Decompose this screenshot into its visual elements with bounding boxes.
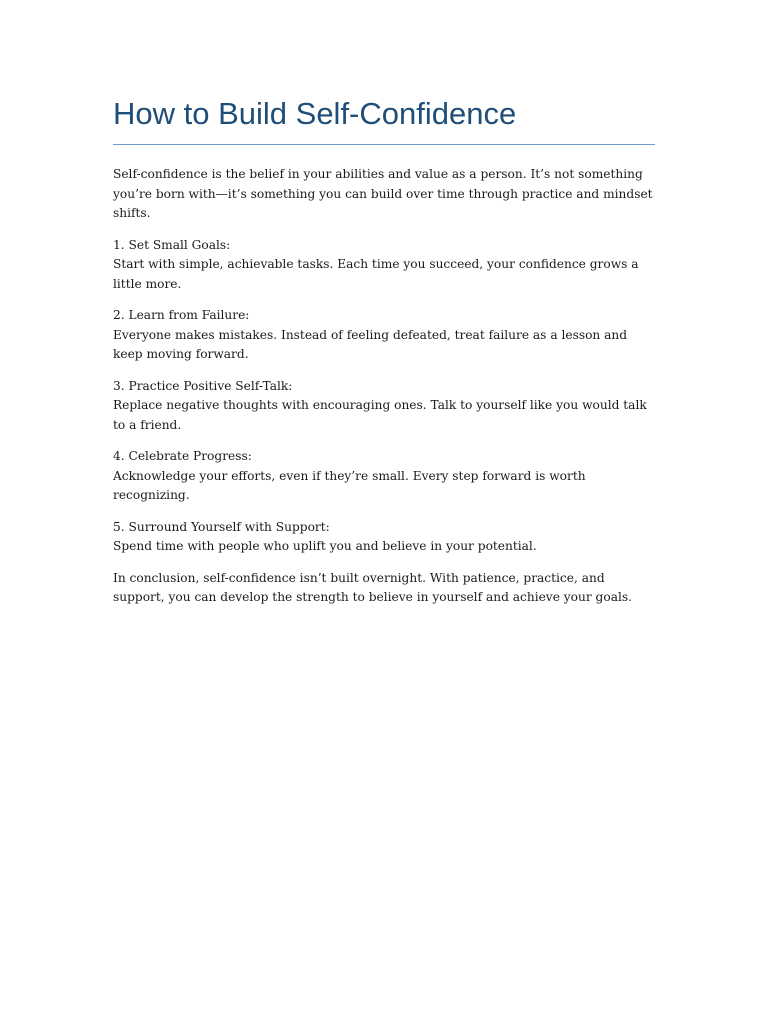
document-title: How to Build Self-Confidence xyxy=(113,96,517,131)
title-divider xyxy=(113,144,655,145)
section-body: Replace negative thoughts with encouraging ones. Talk to yourself like you would talk to a friend. xyxy=(113,398,647,432)
section-body: Start with simple, achievable tasks. Each time you succeed, your confidence grows a little more. xyxy=(113,257,639,291)
section-body: Everyone makes mistakes. Instead of feeling defeated, treat failure as a lesson and keep moving forward. xyxy=(113,327,628,361)
section-3 xyxy=(113,377,655,436)
section-1 xyxy=(113,236,655,295)
section-2 xyxy=(113,306,655,365)
intro-paragraph: Self-confidence is the belief in your abilities and value as a person. It’s not something you’re born with—it’s something you can build over time through practice and mindset shifts. xyxy=(113,167,653,220)
section-5 xyxy=(113,518,655,557)
section-body: Acknowledge your efforts, even if they’re small. Every step forward is worth recognizing. xyxy=(113,468,586,502)
section-heading: 5. Surround Yourself with Support: xyxy=(113,519,330,534)
section-4 xyxy=(113,447,655,506)
section-heading: 3. Practice Positive Self-Talk: xyxy=(113,378,293,393)
section-body: Spend time with people who uplift you and believe in your potential. xyxy=(113,539,537,553)
section-heading: 2. Learn from Failure: xyxy=(113,308,250,322)
document-page xyxy=(113,92,655,620)
conclusion-paragraph: In conclusion, self-confidence isn’t built overnight. With patience, practice, and support, you can develop the strength to believe in yourself and achieve your goals. xyxy=(113,570,632,604)
section-heading: 4. Celebrate Progress: xyxy=(113,449,252,463)
section-heading: 1. Set Small Goals: xyxy=(113,237,231,252)
